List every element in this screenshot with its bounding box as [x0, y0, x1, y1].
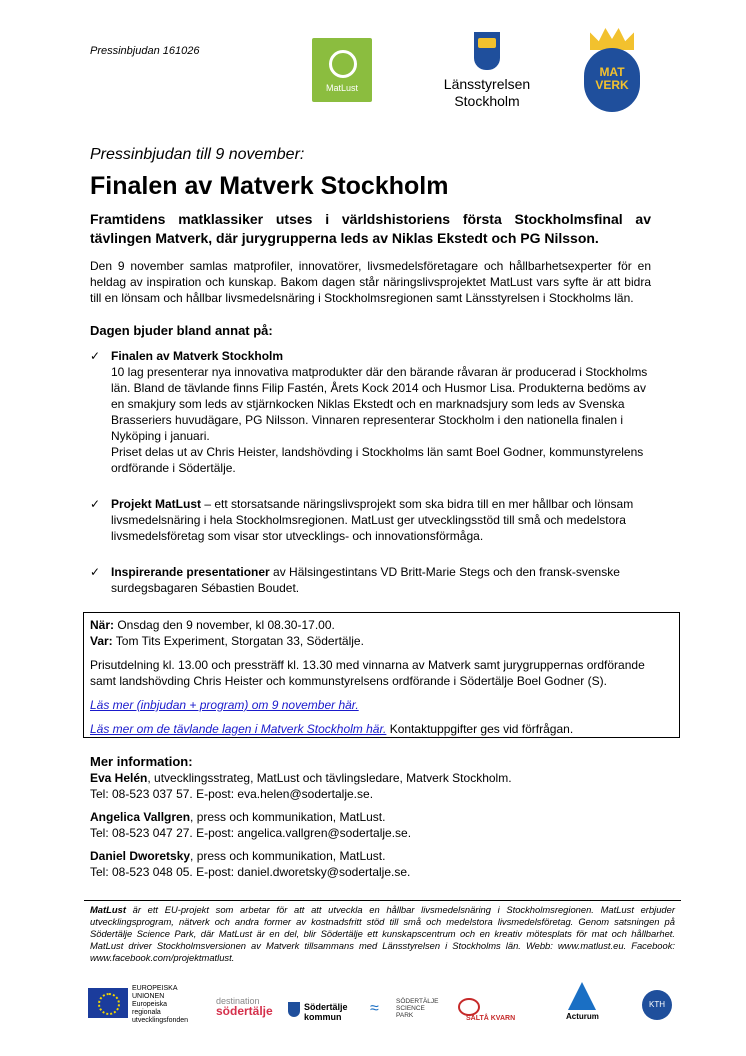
acturum-logo: Acturum — [566, 1012, 599, 1021]
matlust-logo-icon — [329, 50, 357, 78]
agenda-item — [90, 496, 655, 544]
matlust-logo-text: MatLust — [325, 83, 358, 93]
contact-details: Tel: 08-523 037 57. E-post: eva.helen@sodertalje.se. — [90, 787, 374, 801]
agenda-item-title: Inspirerande presentationer — [111, 565, 270, 579]
ceremony-note: Prisutdelning kl. 13.00 och pressträff kl. 13.30 med vinnarna av Matverk samt jurygruppernas ordförande samt landshövding Chris Heister och kommunstyrelsens ordförande i Södertälje Boel Godner (S). — [90, 658, 645, 688]
matverk-badge — [584, 48, 640, 112]
eu-line: EUROPEISKA — [132, 985, 178, 992]
lansstyrelsen-line1: Länsstyrelsen — [443, 76, 531, 92]
matverk-line2: VERK — [595, 78, 629, 92]
salta-kvarn-logo: SALTÅ KVARN — [466, 1015, 516, 1022]
contact-details: Tel: 08-523 047 27. E-post: angelica.vallgren@sodertalje.se. — [90, 826, 412, 840]
agenda-item-text: 10 lag presenterar nya innovativa matprodukter där den bärande råvaran är producerad i Stockholms län. Bland de tävlande finns Filip Fastén, Årets Kock 2014 och Husmor Lisa. Produkterna bedöms av en smakjury som leds av stjärnkocken Niklas Ekstedt och en marknadsjury som leds av Svenska Brasseriers huvudägare, PG Nilsson. Vinnaren representerar Stockholm i den nationella finalen i Nyköping i januari. — [111, 365, 648, 443]
eu-logo-text — [132, 985, 188, 1025]
subheading: Pressinbjudan till 9 november: — [90, 146, 305, 163]
contact-role: , press och kommunikation, MatLust. — [190, 810, 386, 824]
matverk-logo — [580, 28, 644, 118]
page-title: Finalen av Matverk Stockholm — [90, 172, 449, 200]
more-info — [90, 754, 650, 880]
lead-paragraph: Framtidens matklassiker utses i världshistoriens första Stockholmsfinal av tävlingen Matverk, där jurygrupperna leds av Niklas Ekstedt och PG Nilsson. — [90, 211, 651, 246]
contact-block — [90, 848, 650, 880]
eu-line: UNIONEN — [132, 993, 165, 1000]
sciencepark-line3: PARK — [396, 1012, 414, 1019]
contact-block — [90, 770, 650, 802]
where-value: Tom Tits Experiment, Storgatan 33, Södertälje. — [112, 634, 364, 648]
agenda-item-text: av Hälsingestintans VD Britt-Marie Stegs och den fransk-svenske surdegsbagaren Sébastien Boudet. — [111, 565, 620, 595]
kth-logo: KTH — [642, 990, 672, 1020]
checkmark-icon: ✓ — [90, 497, 101, 511]
contact-details: Tel: 08-523 048 05. E-post: daniel.dworetsky@sodertalje.se. — [90, 865, 411, 879]
destination-line1: destination — [216, 996, 260, 1006]
agenda-heading: Dagen bjuder bland annat på: — [90, 323, 273, 338]
eu-flag-icon — [88, 988, 128, 1018]
contact-name: Angelica Vallgren — [90, 810, 191, 824]
sodertalje-kommun-shield-icon — [288, 1002, 300, 1017]
program-link[interactable]: Läs mer (inbjudan + program) om 9 november här. — [90, 698, 359, 712]
matlust-logo — [312, 38, 372, 102]
contact-role: , press och kommunikation, MatLust. — [190, 849, 386, 863]
checkmark-icon: ✓ — [90, 565, 101, 579]
contact-role: , utvecklingsstrateg, MatLust och tävlingsledare, Matverk Stockholm. — [147, 771, 512, 785]
agenda-item-text: – ett storsatsande näringslivsprojekt som ska bidra till en mer hållbar och lönsam livsmedelsnäring i hela Stockholmsregionen. MatLust ger utvecklingsstöd till små och medelstora livsmedelsföretag som visar stor utvecklings- och innovationsförmåga. — [111, 497, 634, 543]
contact-block — [90, 809, 650, 841]
acturum-icon — [568, 982, 596, 1010]
sodertalje-kommun-logo — [304, 1002, 348, 1022]
science-park-icon: ≈ — [370, 1000, 379, 1017]
event-info-box — [83, 612, 680, 738]
checkmark-icon: ✓ — [90, 349, 101, 363]
kommun-line2: kommun — [304, 1012, 342, 1022]
where-label: Var: — [90, 634, 113, 648]
when-value: Onsdag den 9 november, kl 08.30-17.00. — [114, 618, 335, 632]
intro-paragraph: Den 9 november samlas matprofiler, innovatörer, livsmedelsföretagare och hållbarhetsexperter för en heldag av inspiration och kunskap. Bakom dagen står näringslivsprojektet MatLust vars syfte är att bidra till en lönsam och hållbar livsmedelsnäring i Stockholmsregionen samt Länsstyrelsen i Stockholms län. — [90, 259, 651, 305]
sciencepark-line2: SCIENCE — [396, 1005, 425, 1012]
agenda-item — [90, 348, 655, 476]
agenda-item-title: Projekt MatLust — [111, 497, 202, 511]
press-reference: Pressinbjudan 161026 — [90, 45, 200, 57]
coat-of-arms-icon — [474, 32, 500, 70]
lansstyrelsen-line2: Stockholm — [454, 93, 520, 109]
agenda-item — [90, 564, 655, 596]
more-info-heading: Mer information: — [90, 754, 193, 769]
matverk-line1: MAT — [599, 65, 625, 79]
science-park-logo — [396, 998, 439, 1019]
contact-name: Eva Helén — [90, 771, 148, 785]
footer-text — [90, 904, 675, 964]
footer-body: är ett EU-projekt som arbetar för att att utveckla en hållbar livsmedelsnäring i Stockholmsregionen. MatLust erbjuder utvecklingsprogram, nätverk och andra former av kostnadsfritt stöd till små och medelstora livsmedelsföretag. Genom satsningen på Södertälje Science Park, där MatLust är en del, blir Södertälje ett kunskapscentrum och en kreativ mötesplats för mat och hållbarhet. MatLust driver Stockholmsversionen av Matverk tillsammans med Länsstyrelsen i Stockholms län. Webb: www.matlust.eu. Facebook: www.facebook.com/projektmatlust. — [90, 904, 675, 963]
footer-divider — [84, 900, 681, 901]
agenda-item-text2: Priset delas ut av Chris Heister, landshövding i Stockholms län samt Boel Godner, kommunstyrelens ordförande i Södertälje. — [111, 445, 644, 475]
kommun-line1: Södertälje — [304, 1002, 348, 1012]
destination-sodertalje-logo — [216, 996, 273, 1016]
lansstyrelsen-logo — [432, 32, 542, 122]
when-label: När: — [90, 618, 115, 632]
sciencepark-line1: SÖDERTÄLJE — [396, 998, 439, 1005]
teams-link[interactable]: Läs mer om de tävlande lagen i Matverk Stockholm här. — [90, 722, 387, 736]
contact-name: Daniel Dworetsky — [90, 849, 191, 863]
eu-line: utvecklingsfonden — [132, 1017, 189, 1024]
contact-note: Kontaktuppgifter ges vid förfrågan. — [386, 722, 574, 736]
eu-line: regionala — [132, 1009, 161, 1016]
destination-line2: södertälje — [216, 1004, 273, 1018]
agenda-item-title: Finalen av Matverk Stockholm — [111, 349, 284, 363]
crown-icon — [590, 28, 634, 50]
footer-brand: MatLust — [90, 904, 126, 915]
eu-line: Europeiska — [132, 1001, 168, 1008]
